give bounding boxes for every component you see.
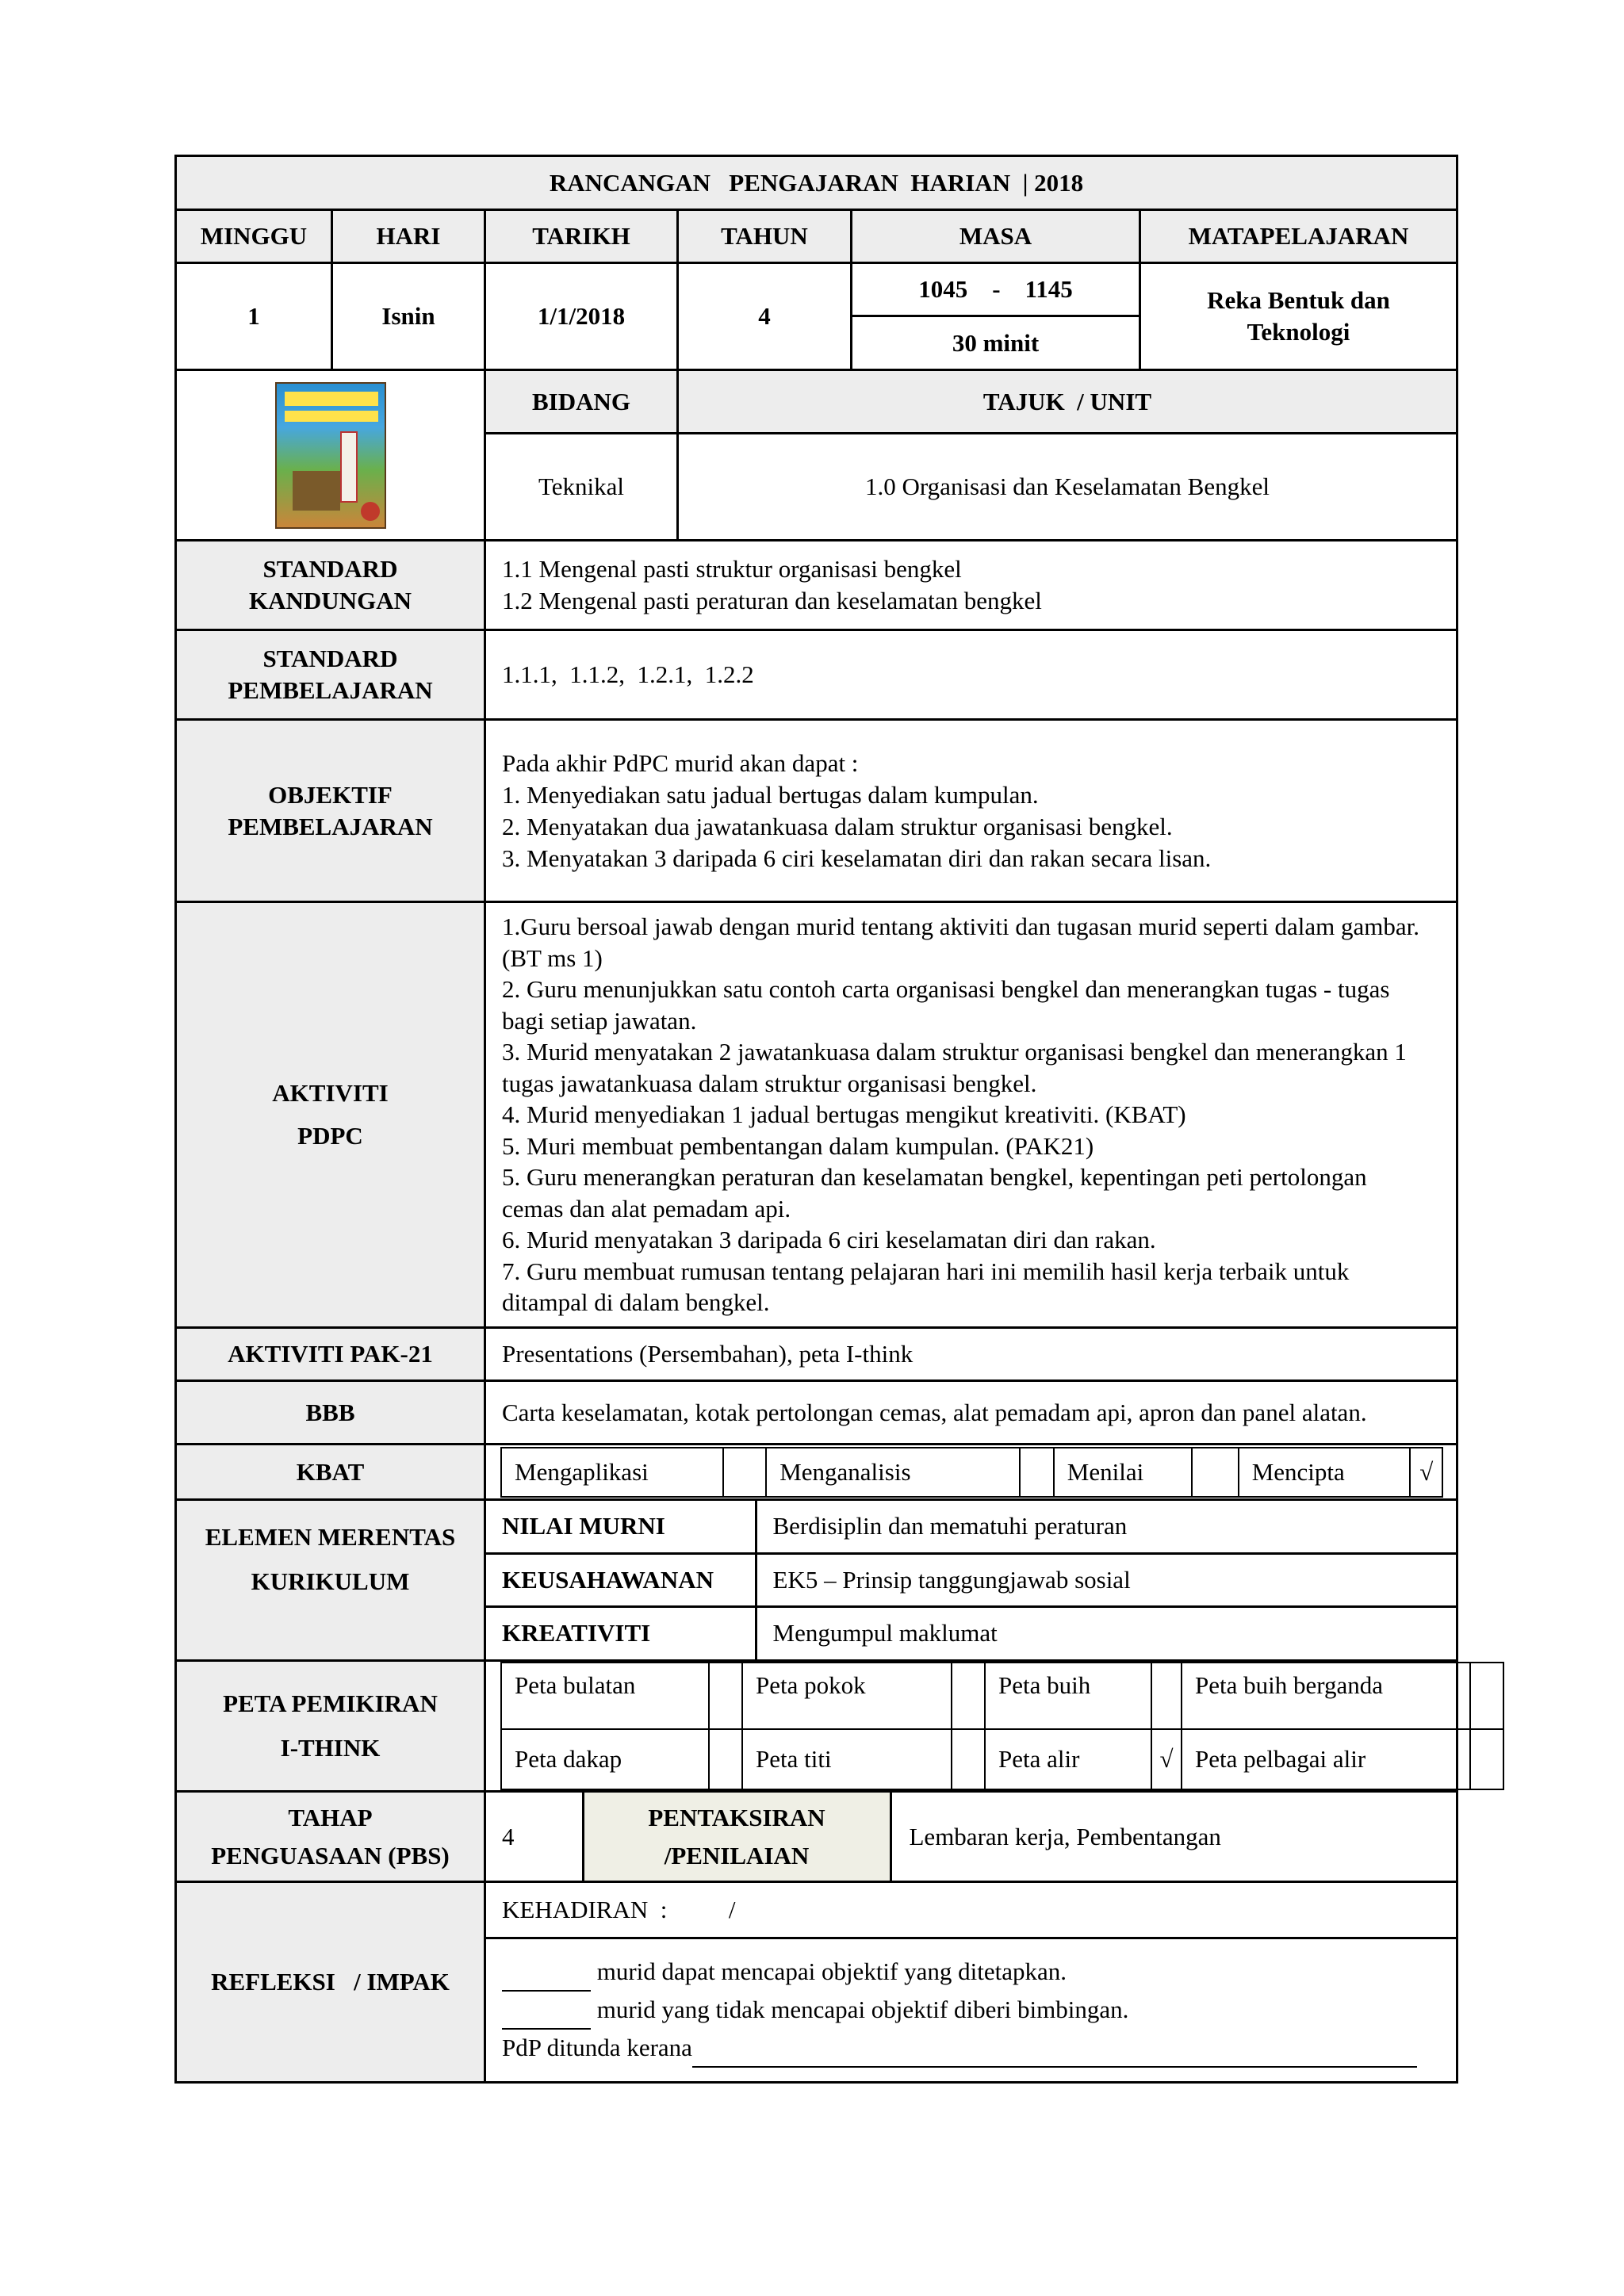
standard-kandungan-value	[485, 541, 1457, 630]
ithink-label-line: I-THINK	[280, 1734, 381, 1762]
info-minggu: 1	[176, 263, 332, 370]
standard-kandungan-line: 1.1 Mengenal pasti struktur organisasi bengkel	[502, 555, 962, 583]
bidang-label: BIDANG	[485, 370, 678, 434]
tahap-label-line: PENGUASAAN (PBS)	[211, 1841, 450, 1869]
blank-line[interactable]	[502, 1992, 591, 2030]
aktiviti-value	[485, 902, 1457, 1328]
info-masa-time: 1045 - 1145	[852, 263, 1140, 316]
pentaksiran-label-line: PENTAKSIRAN	[648, 1803, 825, 1831]
info-masa-duration: 30 minit	[852, 316, 1140, 370]
emk-label	[176, 1500, 485, 1661]
emk-value: Berdisiplin dan mematuhi peraturan	[756, 1501, 1456, 1553]
page-title: RANCANGAN PENGAJARAN HARIAN | 2018	[176, 156, 1457, 210]
emk-key: KREATIVITI	[486, 1606, 756, 1659]
pentaksiran-value: Lembaran kerja, Pembentangan	[909, 1822, 1221, 1850]
kbat-option-name: Mengaplikasi	[501, 1448, 723, 1497]
ithink-option-name: Peta buih berganda	[1182, 1663, 1470, 1729]
lesson-plan-table	[174, 155, 1458, 2084]
blank-line[interactable]	[692, 2030, 1417, 2068]
objektif-line: 2. Menyatakan dua jawatankuasa dalam struktur organisasi bengkel.	[502, 812, 1173, 840]
pentaksiran-label	[583, 1793, 891, 1881]
kbat-checkbox[interactable]: √	[1410, 1448, 1442, 1497]
info-tahun: 4	[678, 263, 852, 370]
standard-pembelajaran-label: STANDARD PEMBELAJARAN	[176, 630, 485, 720]
aktiviti-line: 7. Guru membuat rumusan tentang pelajaran hari ini memilih hasil kerja terbaik untuk ditampal di dalam bengkel.	[502, 1257, 1350, 1317]
tahap-label-line: TAHAP	[288, 1803, 373, 1831]
blank-line[interactable]	[502, 1954, 591, 1992]
aktiviti-line: 2. Guru menunjukkan satu contoh carta organisasi bengkel dan menerangkan tugas - tugas bagi setiap jawatan.	[502, 975, 1390, 1035]
cover-cell	[176, 370, 485, 541]
ithink-checkbox[interactable]: √	[1151, 1729, 1182, 1789]
ithink-label-line: PETA PEMIKIRAN	[223, 1689, 438, 1717]
tajuk-value: 1.0 Organisasi dan Keselamatan Bengkel	[678, 434, 1457, 541]
refleksi-values	[485, 1882, 1457, 2083]
emk-values	[485, 1500, 1457, 1661]
ithink-option-name: Peta pelbagai alir	[1182, 1729, 1470, 1789]
kbat-option-name: Mencipta	[1239, 1448, 1411, 1497]
header-masa: MASA	[852, 210, 1140, 263]
aktiviti-line: 6. Murid menyatakan 3 daripada 6 ciri keselamatan diri dan rakan.	[502, 1226, 1156, 1254]
refleksi-text: PdP ditunda kerana	[502, 2034, 692, 2061]
aktiviti-label-line: PDPC	[297, 1122, 363, 1150]
standard-kandungan-label: STANDARD KANDUNGAN	[176, 541, 485, 630]
ithink-checkbox[interactable]	[709, 1729, 742, 1789]
ithink-checkbox[interactable]	[1470, 1663, 1503, 1729]
pentaksiran-label-line: /PENILAIAN	[664, 1841, 810, 1869]
ithink-checkbox[interactable]	[709, 1663, 742, 1729]
aktiviti-line: 4. Murid menyediakan 1 jadual bertugas mengikut kreativiti. (KBAT)	[502, 1100, 1186, 1129]
refleksi-text: murid dapat mencapai objektif yang ditetapkan.	[596, 1957, 1067, 1985]
ithink-checkbox[interactable]	[1151, 1663, 1182, 1729]
kbat-option-name: Menilai	[1054, 1448, 1192, 1497]
emk-value: EK5 – Prinsip tanggungjawab sosial	[756, 1553, 1456, 1606]
tahap-label	[176, 1792, 485, 1882]
standard-kandungan-line: 1.2 Mengenal pasti peraturan dan keselamatan bengkel	[502, 587, 1042, 614]
lesson-plan-sheet	[174, 155, 1456, 2084]
ithink-option-name: Peta titi	[742, 1729, 952, 1789]
kbat-label: KBAT	[176, 1445, 485, 1500]
emk-key: NILAI MURNI	[486, 1501, 756, 1553]
info-matapelajaran: Reka Bentuk dan Teknologi	[1140, 263, 1457, 370]
kbat-checkbox[interactable]	[1192, 1448, 1239, 1497]
aktiviti-label	[176, 902, 485, 1328]
refleksi-line-2	[502, 1992, 1440, 2030]
tajuk-label: TAJUK / UNIT	[678, 370, 1457, 434]
textbook-cover-icon	[275, 382, 386, 529]
ithink-option-name: Peta buih	[985, 1663, 1151, 1729]
emk-key: KEUSAHAWANAN	[486, 1553, 756, 1606]
refleksi-label: REFLEKSI / IMPAK	[176, 1882, 485, 2083]
kbat-checkbox[interactable]	[723, 1448, 767, 1497]
ithink-option-name: Peta alir	[985, 1729, 1151, 1789]
kbat-checkbox[interactable]	[1020, 1448, 1054, 1497]
info-hari: Isnin	[332, 263, 485, 370]
aktiviti-line: 3. Murid menyatakan 2 jawatankuasa dalam struktur organisasi bengkel dan menerangkan 1 tugas jawatankuasa dalam struktur organisasi bengkel.	[502, 1038, 1407, 1097]
aktiviti-line: 5. Guru menerangkan peraturan dan keselamatan bengkel, kepentingan peti pertolongan cemas dan alat pemadam api.	[502, 1163, 1367, 1223]
bidang-value: Teknikal	[485, 434, 678, 541]
bbb-value: Carta keselamatan, kotak pertolongan cemas, alat pemadam api, apron dan panel alatan.	[485, 1381, 1457, 1445]
aktiviti-line: 5. Muri membuat pembentangan dalam kumpulan. (PAK21)	[502, 1131, 1094, 1160]
emk-label-line: ELEMEN MERENTAS	[205, 1523, 456, 1551]
header-matapelajaran: MATAPELAJARAN	[1140, 210, 1457, 263]
standard-pembelajaran-value: 1.1.1, 1.1.2, 1.2.1, 1.2.2	[485, 630, 1457, 720]
bbb-label: BBB	[176, 1381, 485, 1445]
kbat-options	[485, 1445, 1457, 1500]
objektif-value	[485, 720, 1457, 902]
header-minggu: MINGGU	[176, 210, 332, 263]
pak21-label: AKTIVITI PAK-21	[176, 1328, 485, 1381]
header-hari: HARI	[332, 210, 485, 263]
refleksi-lines	[486, 1939, 1456, 2068]
header-tarikh: TARIKH	[485, 210, 678, 263]
tahap-value: 4	[486, 1793, 583, 1881]
header-tahun: TAHUN	[678, 210, 852, 263]
objektif-line: 1. Menyediakan satu jadual bertugas dalam kumpulan.	[502, 780, 1039, 809]
kehadiran: KEHADIRAN : /	[486, 1883, 1456, 1939]
kbat-option-name: Menganalisis	[766, 1448, 1020, 1497]
ithink-label	[176, 1661, 485, 1792]
aktiviti-label-line: AKTIVITI	[272, 1079, 389, 1107]
refleksi-line-3	[502, 2030, 1440, 2068]
refleksi-text: murid yang tidak mencapai objektif diberi bimbingan.	[596, 1996, 1129, 2023]
ithink-checkbox[interactable]	[952, 1663, 985, 1729]
ithink-option-name: Peta pokok	[742, 1663, 952, 1729]
objektif-line: 3. Menyatakan 3 daripada 6 ciri keselamatan diri dan rakan secara lisan.	[502, 844, 1212, 872]
info-tarikh: 1/1/2018	[485, 263, 678, 370]
ithink-checkbox[interactable]	[1470, 1729, 1503, 1789]
tahap-values	[485, 1792, 1457, 1882]
refleksi-line-1	[502, 1954, 1440, 1992]
ithink-options	[485, 1661, 1457, 1792]
ithink-checkbox[interactable]	[952, 1729, 985, 1789]
emk-value: Mengumpul maklumat	[772, 1619, 998, 1647]
emk-label-line: KURIKULUM	[251, 1567, 410, 1595]
objektif-label: OBJEKTIF PEMBELAJARAN	[176, 720, 485, 902]
aktiviti-line: 1.Guru bersoal jawab dengan murid tentang aktiviti dan tugasan murid seperti dalam gambar. (BT ms 1)	[502, 913, 1420, 972]
ithink-option-name: Peta dakap	[501, 1729, 709, 1789]
objektif-line: Pada akhir PdPC murid akan dapat :	[502, 748, 859, 777]
pak21-value: Presentations (Persembahan), peta I-think	[485, 1328, 1457, 1381]
ithink-option-name: Peta bulatan	[501, 1663, 709, 1729]
